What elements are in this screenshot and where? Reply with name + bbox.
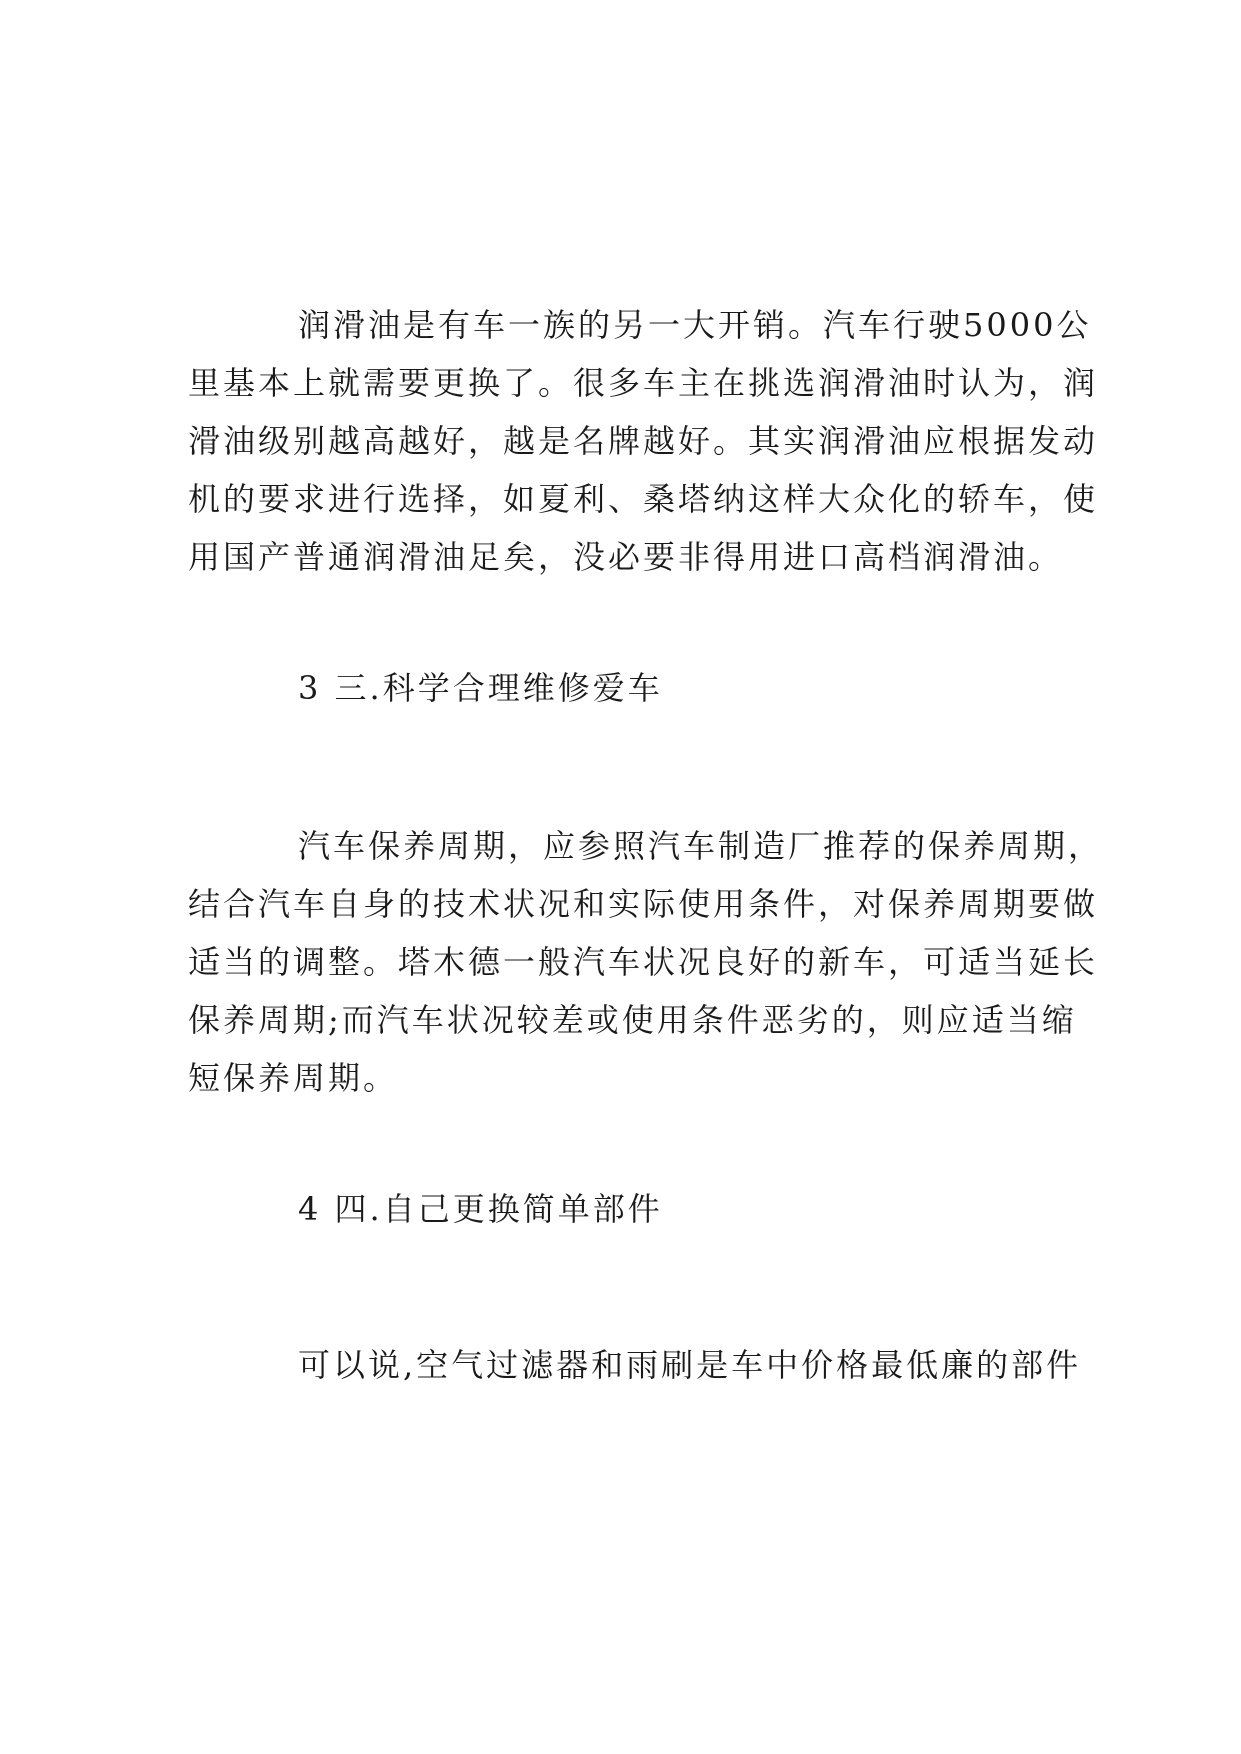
paragraph-line: 结合汽车自身的技术状况和实际使用条件，对保养周期要做 [188,885,1099,923]
paragraph-line: 保养周期;而汽车状况较差或使用条件恶劣的，则应适当缩 [188,1001,1077,1039]
paragraph-line: 用国产普通润滑油足矣，没必要非得用进口高档润滑油。 [188,538,1064,576]
paragraph-simple-parts [188,1336,1082,1394]
paragraph-line: 可以说,空气过滤器和雨刷是车中价格最低廉的部件 [298,1346,1082,1384]
paragraph-line: 润滑油是有车一族的另一大开销。汽车行驶5000公 [298,306,1092,344]
paragraph-line: 滑油级别越高越好，越是名牌越好。其实润滑油应根据发动 [188,422,1099,460]
paragraph-maintenance-cycle [188,817,1104,1107]
paragraph-line: 适当的调整。塔木德一般汽车状况良好的新车，可适当延长 [188,943,1099,981]
paragraph-line: 里基本上就需要更换了。很多车主在挑选润滑油时认为，润 [188,364,1099,402]
paragraph-line: 汽车保养周期，应参照汽车制造厂推荐的保养周期， [298,827,1104,865]
paragraph-line: 短保养周期。 [188,1059,399,1097]
section-heading-3: 3 三.科学合理维修爱车 [298,669,663,707]
section-heading-4: 4 四.自己更换简单部件 [298,1190,663,1228]
paragraph-line: 机的要求进行选择，如夏利、桑塔纳这样大众化的轿车，使 [188,480,1099,518]
paragraph-lubricant [188,296,1099,586]
